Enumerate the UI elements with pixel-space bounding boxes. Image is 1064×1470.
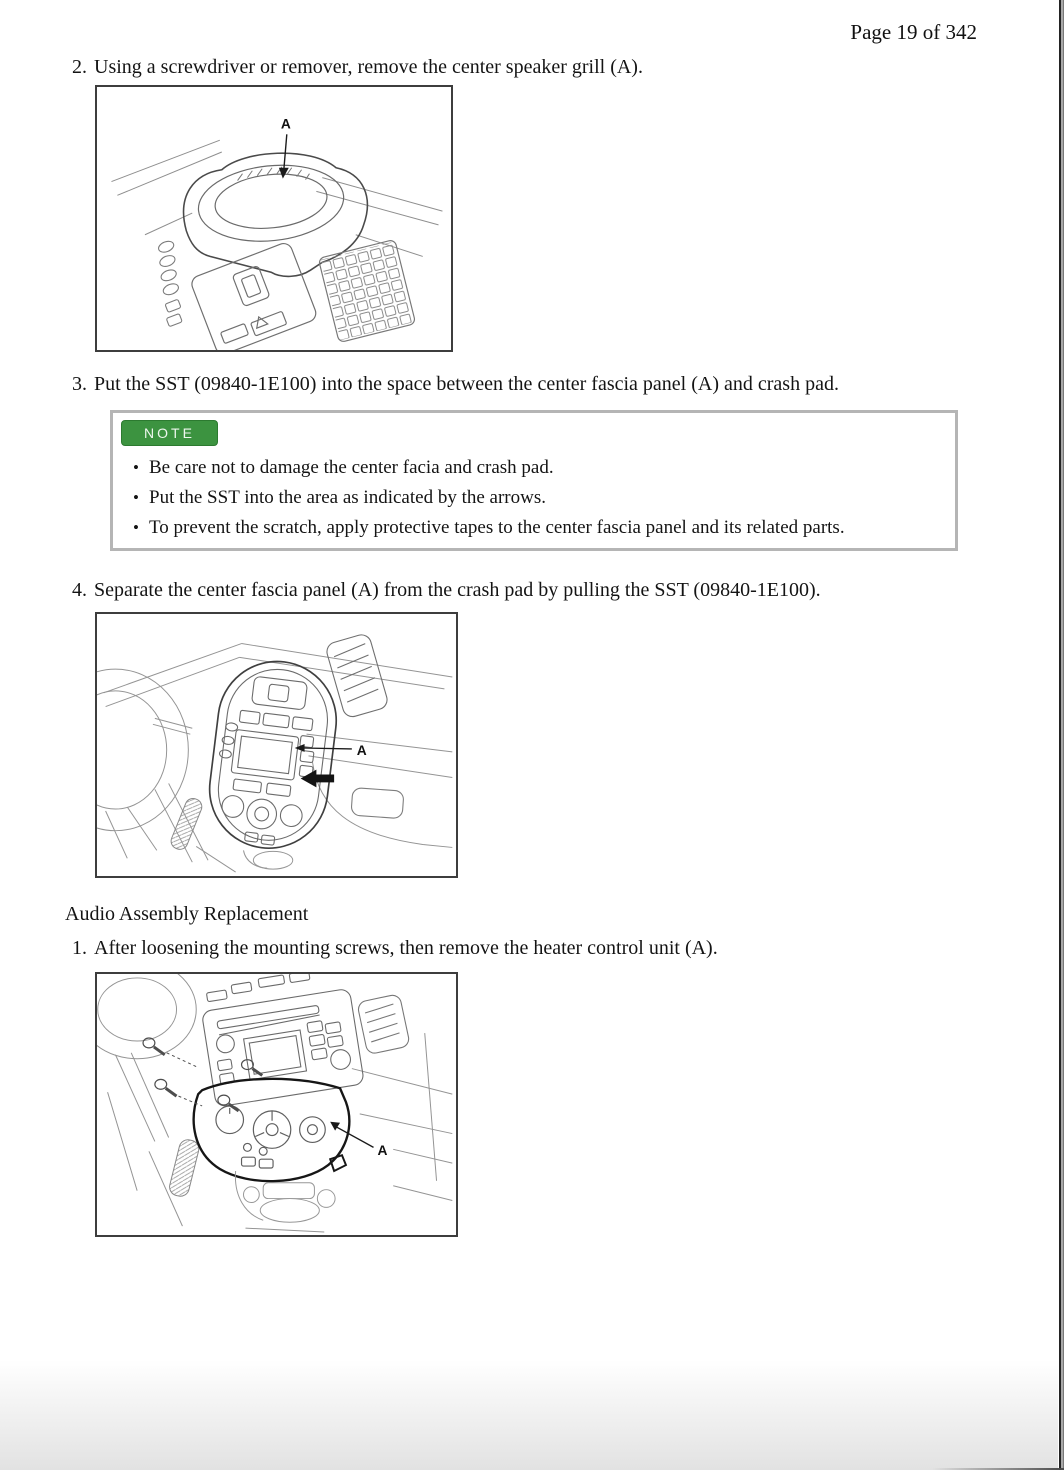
heater-control-illustration bbox=[97, 974, 456, 1235]
step-2-text: Using a screwdriver or remover, remove the center speaker grill (A). bbox=[94, 56, 643, 78]
page-bottom-fade bbox=[0, 1360, 1064, 1470]
speaker-grill-oval bbox=[195, 158, 348, 248]
glovebox-handle bbox=[351, 788, 404, 819]
note-item: • To prevent the scratch, apply protective tapes to the center fascia panel and its related parts. bbox=[133, 517, 845, 538]
kick-panel-speaker bbox=[168, 1138, 201, 1198]
step-4-text: Separate the center fascia panel (A) from the crash pad by pulling the SST (09840-1E100). bbox=[94, 579, 821, 601]
diagonal-arrow-head-icon bbox=[330, 1122, 340, 1131]
center-stack bbox=[189, 241, 318, 350]
step-1 bbox=[64, 936, 718, 960]
step-2-number: 2. bbox=[72, 56, 87, 78]
console-lower-lines bbox=[244, 850, 293, 869]
callout-a bbox=[279, 116, 291, 178]
step-3 bbox=[64, 372, 839, 396]
figure-label-a: A bbox=[356, 742, 367, 758]
step-2 bbox=[64, 55, 643, 79]
step-4-number: 4. bbox=[72, 579, 87, 601]
note-item: • Be care not to damage the center facia and crash pad. bbox=[133, 457, 845, 478]
figure-label-a: A bbox=[280, 116, 291, 132]
step-1-number: 1. bbox=[72, 937, 87, 959]
diagonal-arrow-line bbox=[334, 1126, 373, 1148]
side-air-vent bbox=[357, 994, 410, 1055]
heater-control-unit-outline bbox=[194, 1079, 350, 1181]
left-arrow-line bbox=[303, 748, 352, 749]
step-1-text: After loosening the mounting screws, then remove the heater control unit (A). bbox=[94, 937, 718, 959]
cabin-background-lines bbox=[97, 974, 452, 1232]
fascia-panel-illustration bbox=[97, 614, 456, 876]
step-3-text: Put the SST (09840-1E100) into the space between the center fascia panel (A) and crash pad. bbox=[94, 373, 839, 395]
speaker-grill-illustration bbox=[97, 87, 451, 350]
figure-heater-control-unit bbox=[95, 972, 458, 1237]
callout-a bbox=[295, 743, 367, 758]
note-item: • Put the SST into the area as indicated by the arrows. bbox=[133, 487, 845, 508]
note-list bbox=[133, 457, 845, 547]
mounting-screws bbox=[143, 1038, 262, 1111]
air-vent-grid bbox=[318, 239, 415, 342]
section-title-audio-assembly-replacement: Audio Assembly Replacement bbox=[65, 903, 309, 925]
note-badge: NOTE bbox=[121, 420, 218, 446]
figure-center-speaker-grill bbox=[95, 85, 453, 352]
figure-label-a: A bbox=[377, 1143, 388, 1159]
page-number-header: Page 19 of 342 bbox=[850, 20, 977, 44]
step-3-number: 3. bbox=[72, 373, 87, 395]
note-box bbox=[110, 410, 958, 551]
heater-knobs bbox=[216, 1106, 325, 1168]
figure-center-fascia-panel bbox=[95, 612, 458, 878]
dashboard-background-lines bbox=[111, 140, 442, 256]
window-right-edge bbox=[1058, 0, 1064, 1470]
step-4 bbox=[64, 578, 821, 602]
down-arrow-line bbox=[284, 134, 287, 169]
